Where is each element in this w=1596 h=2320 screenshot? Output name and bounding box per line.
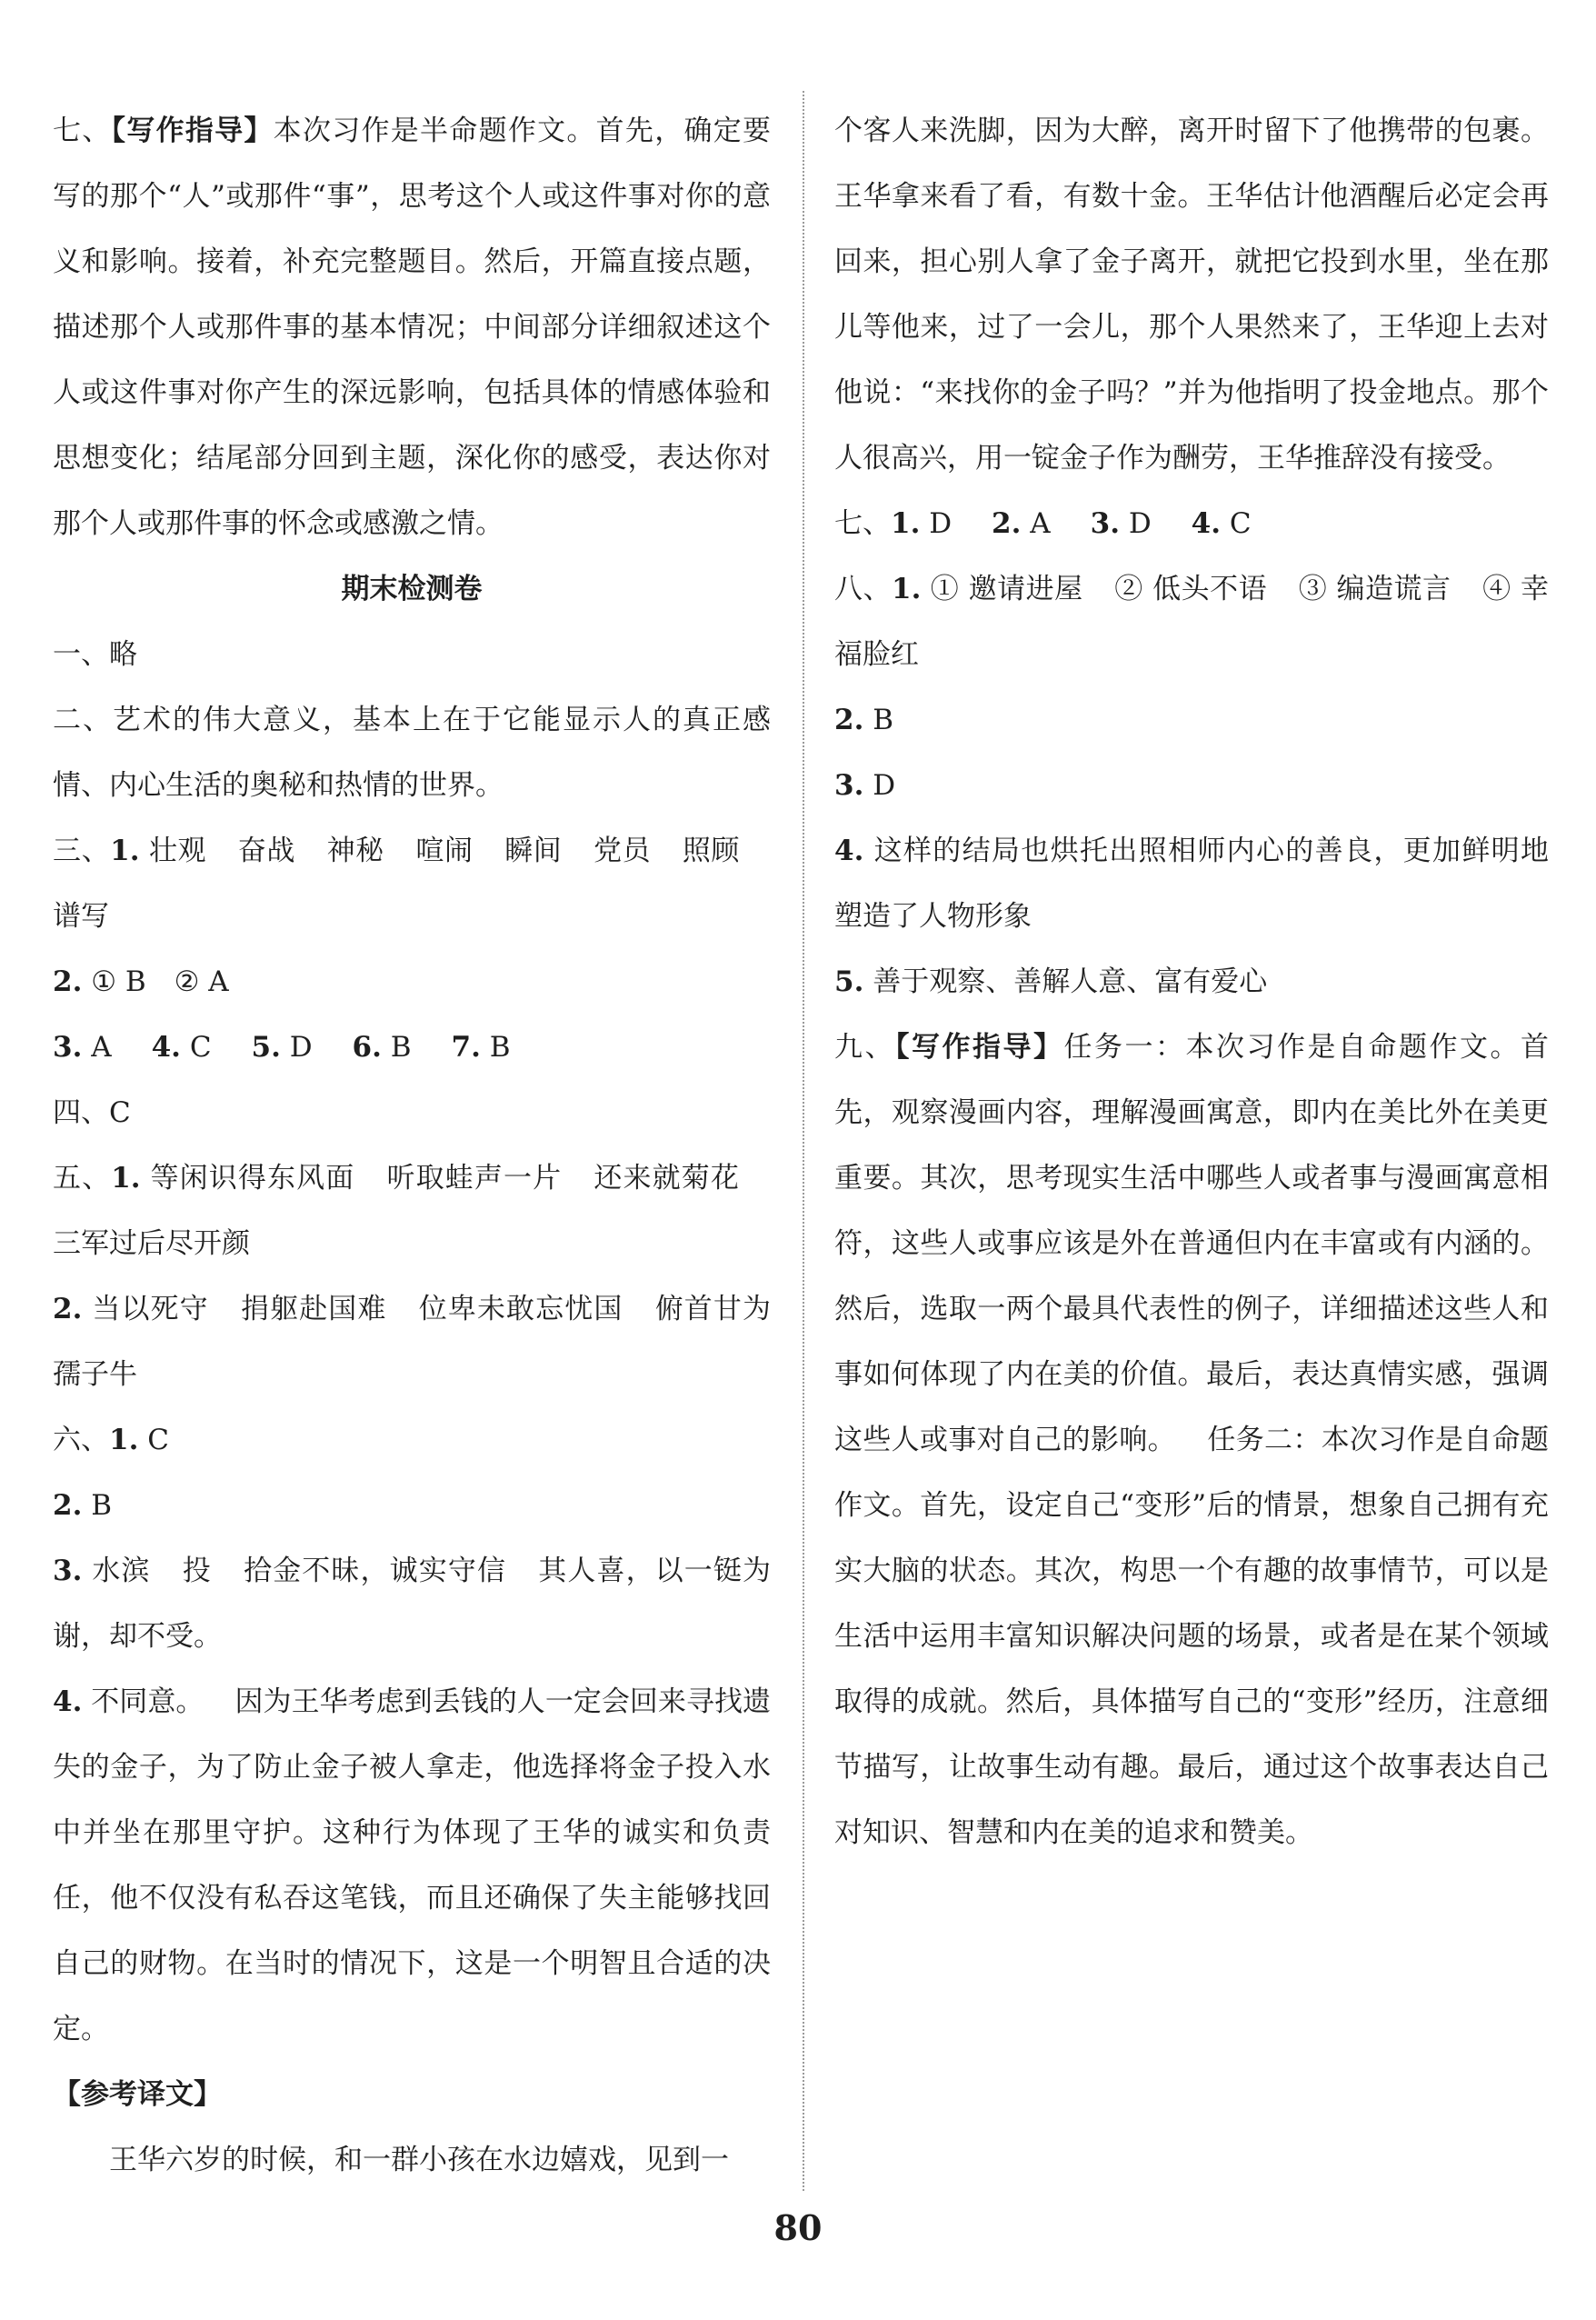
poem-line: 还来就菊花 — [593, 1162, 740, 1195]
word: 党员 — [593, 835, 652, 867]
answer-text: 善于观察、善解人意、富有爱心 — [873, 965, 1268, 998]
item-number: 3. — [1090, 507, 1120, 540]
answer-section-8-4 — [834, 818, 1549, 949]
answer-text: 投 — [181, 1555, 212, 1587]
answer-section-2: 二、艺术的伟大意义，基本上在于它能显示人的真正感情、内心生活的奥秘和热情的世界。 — [53, 704, 771, 802]
reference-translation-continued: 个客人来洗脚，因为大醉，离开时留下了他携带的包裹。王华拿来看了看，有数十金。王华估计他酒醒后必定会再回来，担心别人拿了金子离开，就把它投到水里，坐在那儿等他来，过了一会儿，那个人果然来了，王华迎上去对他说：“来找你的金子吗？”并为他指明了投金地点。那个人很高兴，用一锭金子作为酬劳，王华推辞没有接受。 — [834, 115, 1549, 475]
item-number: 1. — [891, 507, 921, 540]
section-label: 七、 — [834, 507, 891, 540]
answer-section-6-2 — [53, 1473, 771, 1538]
item-number: 1. — [892, 573, 922, 605]
item-number: 4. — [1191, 507, 1222, 540]
page-number: 80 — [773, 2207, 823, 2248]
section-label: 五、 — [53, 1162, 112, 1195]
item-number: 5. — [834, 965, 864, 998]
answer-section-8-5 — [834, 949, 1549, 1015]
writing-guide-tag: 【写作指导】 — [111, 115, 274, 147]
section-label: 三、 — [53, 835, 111, 867]
answer-text: B — [873, 704, 894, 736]
item-number: 1. — [111, 1162, 141, 1195]
item-number: 7. — [451, 1031, 481, 1064]
word: 照顾 — [682, 835, 740, 867]
answer-text: D — [289, 1031, 313, 1064]
answer-section-3-3to7 — [53, 1015, 771, 1080]
answer-text: B — [489, 1031, 511, 1064]
poem-line: 位卑未敢忘忧国 — [417, 1293, 623, 1325]
answer-head: 不同意。 — [91, 1685, 204, 1718]
item-number: 2. — [834, 704, 864, 736]
writing-guide-task-2: 任务二：本次习作是自命题作文。首先，设定自己“变形”后的情景，想象自己拥有充实大脑的状态。其次，构思一个有趣的故事情节，可以是生活中运用丰富知识解决问题的场景，或者是在某个领域取得的成就。然后，具体描写自己的“变形”经历，注意细节描写，让故事生动有趣。最后，通过这个故事表达自己对知识、智慧和内在美的追求和赞美。 — [834, 1424, 1549, 1849]
item-number: 2. — [992, 507, 1022, 540]
item-number: 3. — [53, 1031, 83, 1064]
item-number: 2. — [53, 965, 83, 998]
reference-translation-start: 王华六岁的时候，和一群小孩在水边嬉戏，见到一 — [109, 2144, 729, 2176]
section-label: 八、 — [834, 573, 893, 605]
poem-line: 三军过后尽开颜 — [53, 1227, 250, 1260]
writing-guide-9 — [834, 1015, 1549, 1865]
answer-section-4: 四、C — [53, 1096, 131, 1129]
section-label: 七、 — [53, 115, 112, 147]
left-column — [53, 98, 771, 2193]
answer-text: 因为王华考虑到丢钱的人一定会回来寻找遗失的金子，为了防止金子被人拿走，他选择将金子投入水中并坐在那里守护。这种行为体现了王华的诚实和负责任，他不仅没有私吞这笔钱，而且还确保了失主能够找回自己的财物。在当时的情况下，这是一个明智且合适的决定。 — [53, 1685, 772, 2045]
answer-section-8-1 — [834, 556, 1549, 687]
answer-section-8-3 — [834, 753, 1549, 818]
answer-text: B — [91, 1489, 113, 1522]
answer-text: C — [1229, 507, 1252, 540]
answer-section-1: 一、略 — [53, 638, 137, 671]
item-number: 3. — [834, 769, 864, 802]
writing-guide-tag: 【写作指导】 — [895, 1031, 1064, 1064]
poem-line: 听取蛙声一片 — [385, 1162, 563, 1195]
word: 壮观 — [148, 835, 207, 867]
answer-text: D — [873, 769, 896, 802]
answer-section-3-2 — [53, 949, 771, 1015]
item-number: 4. — [834, 835, 864, 867]
right-column — [834, 98, 1549, 1865]
answer-text: 这样的结局也烘托出照相师内心的善良，更加鲜明地塑造了人物形象 — [834, 835, 1550, 933]
item-number: 5. — [251, 1031, 281, 1064]
answer-section-6-3 — [53, 1538, 771, 1669]
answer-text: 拾金不昧，诚实守信 — [242, 1555, 507, 1587]
item-number: 1. — [109, 1424, 139, 1456]
answer-section-3-1 — [53, 818, 771, 949]
answer-text: B — [390, 1031, 412, 1064]
answer-text: 其人喜，以一铤为谢，却不受。 — [53, 1555, 772, 1653]
item-number: 4. — [53, 1685, 83, 1718]
column-divider — [803, 91, 804, 2191]
poem-line: 俯首甘为孺子牛 — [53, 1293, 772, 1391]
answer-text: D — [929, 507, 953, 540]
answer-text: A — [91, 1031, 112, 1064]
answer-section-5-2 — [53, 1276, 771, 1407]
writing-guide-7 — [53, 98, 771, 556]
section-label: 六、 — [53, 1424, 109, 1456]
section-label: 九、 — [834, 1031, 895, 1064]
answer-text: ① B ② A — [91, 965, 229, 998]
poem-line: 捐躯赴国难 — [239, 1293, 387, 1325]
item-number: 6. — [352, 1031, 382, 1064]
word: 神秘 — [326, 835, 384, 867]
answer-text: ③ 编造谎言 — [1298, 573, 1451, 605]
reference-translation-tag: 【参考译文】 — [53, 2078, 222, 2111]
answer-section-5-1 — [53, 1145, 771, 1276]
word: 瞬间 — [504, 835, 563, 867]
item-number: 2. — [53, 1489, 83, 1522]
answer-text: ④ 幸福脸红 — [834, 573, 1550, 671]
word: 喧闹 — [414, 835, 474, 867]
poem-line: 当以死守 — [92, 1293, 209, 1325]
answer-section-8-2 — [834, 687, 1549, 753]
word: 奋战 — [237, 835, 295, 867]
answer-section-6-4 — [53, 1669, 771, 2062]
word: 谱写 — [53, 900, 109, 933]
item-number: 3. — [53, 1555, 83, 1587]
item-number: 2. — [53, 1293, 83, 1325]
item-number: 4. — [151, 1031, 181, 1064]
answer-text: 水滨 — [92, 1555, 151, 1587]
answer-section-7 — [834, 491, 1549, 556]
item-number: 1. — [110, 835, 140, 867]
writing-guide-text: 本次习作是半命题作文。首先，确定要写的那个“人”或那件“事”，思考这个人或这件事对你的意义和影响。接着，补充完整题目。然后，开篇直接点题，描述那个人或那件事的基本情况；中间部分详细叙述这个人或这件事对你产生的深远影响，包括具体的情感体验和思想变化；结尾部分回到主题，深化你的感受，表达你对那个人或那件事的怀念或感激之情。 — [53, 115, 772, 540]
exam-title: 期末检测卷 — [341, 573, 483, 605]
poem-line: 等闲识得东风面 — [150, 1162, 355, 1195]
writing-guide-task-1: 任务一：本次习作是自命题作文。首先，观察漫画内容，理解漫画寓意，即内在美比外在美更重要。其次，思考现实生活中哪些人或者事与漫画寓意相符，这些人或事应该是外在普通但内在丰富或有内涵的。然后，选取一两个最具代表性的例子，详细描述这些人和事如何体现了内在美的价值。最后，表达真情实感，强调这些人或事对自己的影响。 — [834, 1031, 1549, 1456]
answer-text: C — [147, 1424, 169, 1456]
answer-text: ① 邀请进屋 — [930, 573, 1083, 605]
answer-section-6-1 — [53, 1407, 771, 1473]
answer-text: C — [189, 1031, 212, 1064]
answer-text: ② 低头不语 — [1113, 573, 1268, 605]
answer-text: D — [1128, 507, 1152, 540]
answer-text: A — [1030, 507, 1051, 540]
